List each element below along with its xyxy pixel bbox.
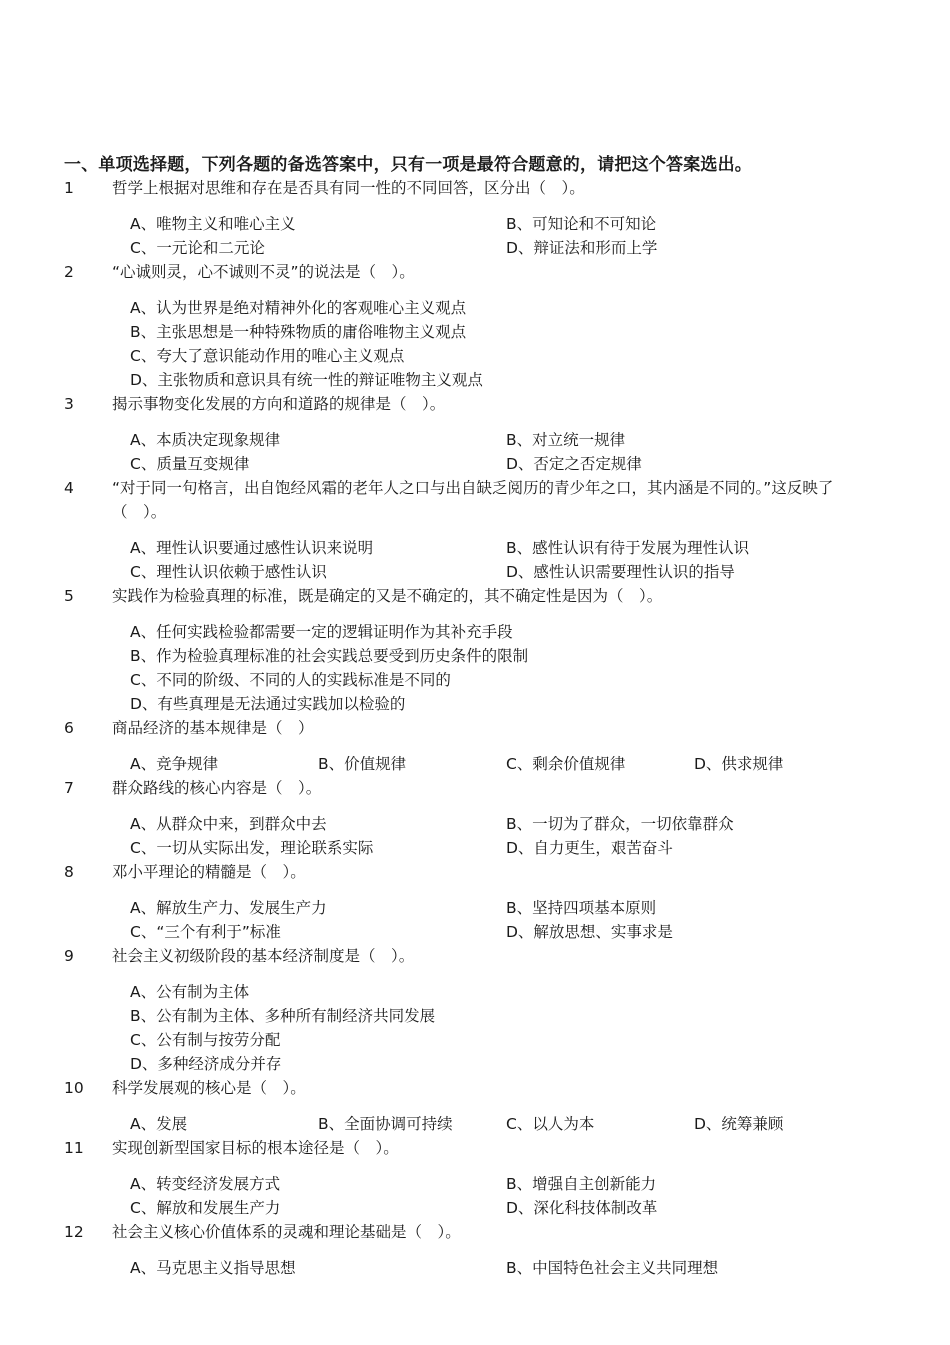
question-number: 11 (64, 1139, 84, 1157)
option-c: C、一元论和二元论 (130, 239, 265, 257)
option-a: A、从群众中来，到群众中去 (130, 815, 327, 833)
option-b: B、公有制为主体、多种所有制经济共同发展 (130, 1007, 436, 1025)
option-d: D、统筹兼顾 (694, 1115, 784, 1133)
option-a: A、本质决定现象规律 (130, 431, 281, 449)
question-number: 5 (64, 587, 74, 605)
option-c: C、公有制与按劳分配 (130, 1031, 281, 1049)
question-number: 8 (64, 863, 74, 881)
question-text: 实践作为检验真理的标准，既是确定的又是不确定的，其不确定性是因为（ ）。 (112, 587, 663, 605)
option-a: A、认为世界是绝对精神外化的客观唯心主义观点 (130, 299, 467, 317)
option-b: B、一切为了群众，一切依靠群众 (506, 815, 734, 833)
question-text: 实现创新型国家目标的根本途径是（ ）。 (112, 1139, 399, 1157)
option-b: B、中国特色社会主义共同理想 (506, 1259, 719, 1277)
question-number: 6 (64, 719, 74, 737)
option-d: D、主张物质和意识具有统一性的辩证唯物主义观点 (130, 371, 483, 389)
question-number: 4 (64, 479, 74, 497)
option-b: B、对立统一规律 (506, 431, 626, 449)
option-b: B、感性认识有待于发展为理性认识 (506, 539, 750, 557)
option-a: A、发展 (130, 1115, 188, 1133)
option-a: A、唯物主义和唯心主义 (130, 215, 296, 233)
option-b: B、全面协调可持续 (318, 1115, 453, 1133)
option-d: D、解放思想、实事求是 (506, 923, 673, 941)
question-number: 9 (64, 947, 74, 965)
option-a: A、马克思主义指导思想 (130, 1259, 296, 1277)
option-b: B、可知论和不可知论 (506, 215, 657, 233)
option-c: C、“三个有利于”标准 (130, 923, 281, 941)
option-d: D、供求规律 (694, 755, 784, 773)
option-a: A、公有制为主体 (130, 983, 250, 1001)
option-a: A、任何实践检验都需要一定的逻辑证明作为其补充手段 (130, 623, 513, 641)
question-text: 科学发展观的核心是（ ）。 (112, 1079, 306, 1097)
option-a: A、解放生产力、发展生产力 (130, 899, 327, 917)
question-text: 揭示事物变化发展的方向和道路的规律是（ ）。 (112, 395, 446, 413)
question-text: 哲学上根据对思维和存在是否具有同一性的不同回答，区分出（ ）。 (112, 179, 585, 197)
question-text: “心诚则灵，心不诚则不灵”的说法是（ ）。 (112, 263, 415, 281)
option-a: A、理性认识要通过感性认识来说明 (130, 539, 374, 557)
option-c: C、质量互变规律 (130, 455, 250, 473)
question-number: 10 (64, 1079, 84, 1097)
question-number: 3 (64, 395, 74, 413)
option-c: C、剩余价值规律 (506, 755, 626, 773)
option-c: C、理性认识依赖于感性认识 (130, 563, 327, 581)
question-text: 邓小平理论的精髓是（ ）。 (112, 863, 306, 881)
option-c: C、不同的阶级、不同的人的实践标准是不同的 (130, 671, 451, 689)
option-d: D、感性认识需要理性认识的指导 (506, 563, 735, 581)
question-number: 1 (64, 179, 74, 197)
option-d: D、自力更生，艰苦奋斗 (506, 839, 673, 857)
option-c: C、以人为本 (506, 1115, 595, 1133)
question-text: 社会主义初级阶段的基本经济制度是（ ）。 (112, 947, 415, 965)
option-d: D、否定之否定规律 (506, 455, 642, 473)
question-text: 商品经济的基本规律是（ ） (112, 719, 314, 737)
option-a: A、转变经济发展方式 (130, 1175, 281, 1193)
question-text: 群众路线的核心内容是（ ）。 (112, 779, 322, 797)
option-b: B、主张思想是一种特殊物质的庸俗唯物主义观点 (130, 323, 467, 341)
option-b: B、增强自主创新能力 (506, 1175, 657, 1193)
option-b: B、作为检验真理标准的社会实践总要受到历史条件的限制 (130, 647, 529, 665)
option-d: D、有些真理是无法通过实践加以检验的 (130, 695, 406, 713)
section-title: 一、单项选择题，下列各题的备选答案中，只有一项是最符合题意的，请把这个答案选出。 (64, 155, 752, 175)
option-c: C、一切从实际出发，理论联系实际 (130, 839, 374, 857)
question-text: 社会主义核心价值体系的灵魂和理论基础是（ ）。 (112, 1223, 461, 1241)
option-a: A、竞争规律 (130, 755, 219, 773)
option-c: C、夸大了意识能动作用的唯心主义观点 (130, 347, 405, 365)
option-c: C、解放和发展生产力 (130, 1199, 281, 1217)
question-number: 12 (64, 1223, 84, 1241)
option-b: B、坚持四项基本原则 (506, 899, 657, 917)
question-number: 2 (64, 263, 74, 281)
option-d: D、辩证法和形而上学 (506, 239, 658, 257)
option-d: D、多种经济成分并存 (130, 1055, 282, 1073)
option-d: D、深化科技体制改革 (506, 1199, 658, 1217)
option-b: B、价值规律 (318, 755, 407, 773)
question-text: “对于同一句格言，出自饱经风霜的老年人之口与出自缺乏阅历的青少年之口，其内涵是不同的。”这反映了（ ）。 (112, 479, 834, 521)
question-number: 7 (64, 779, 74, 797)
